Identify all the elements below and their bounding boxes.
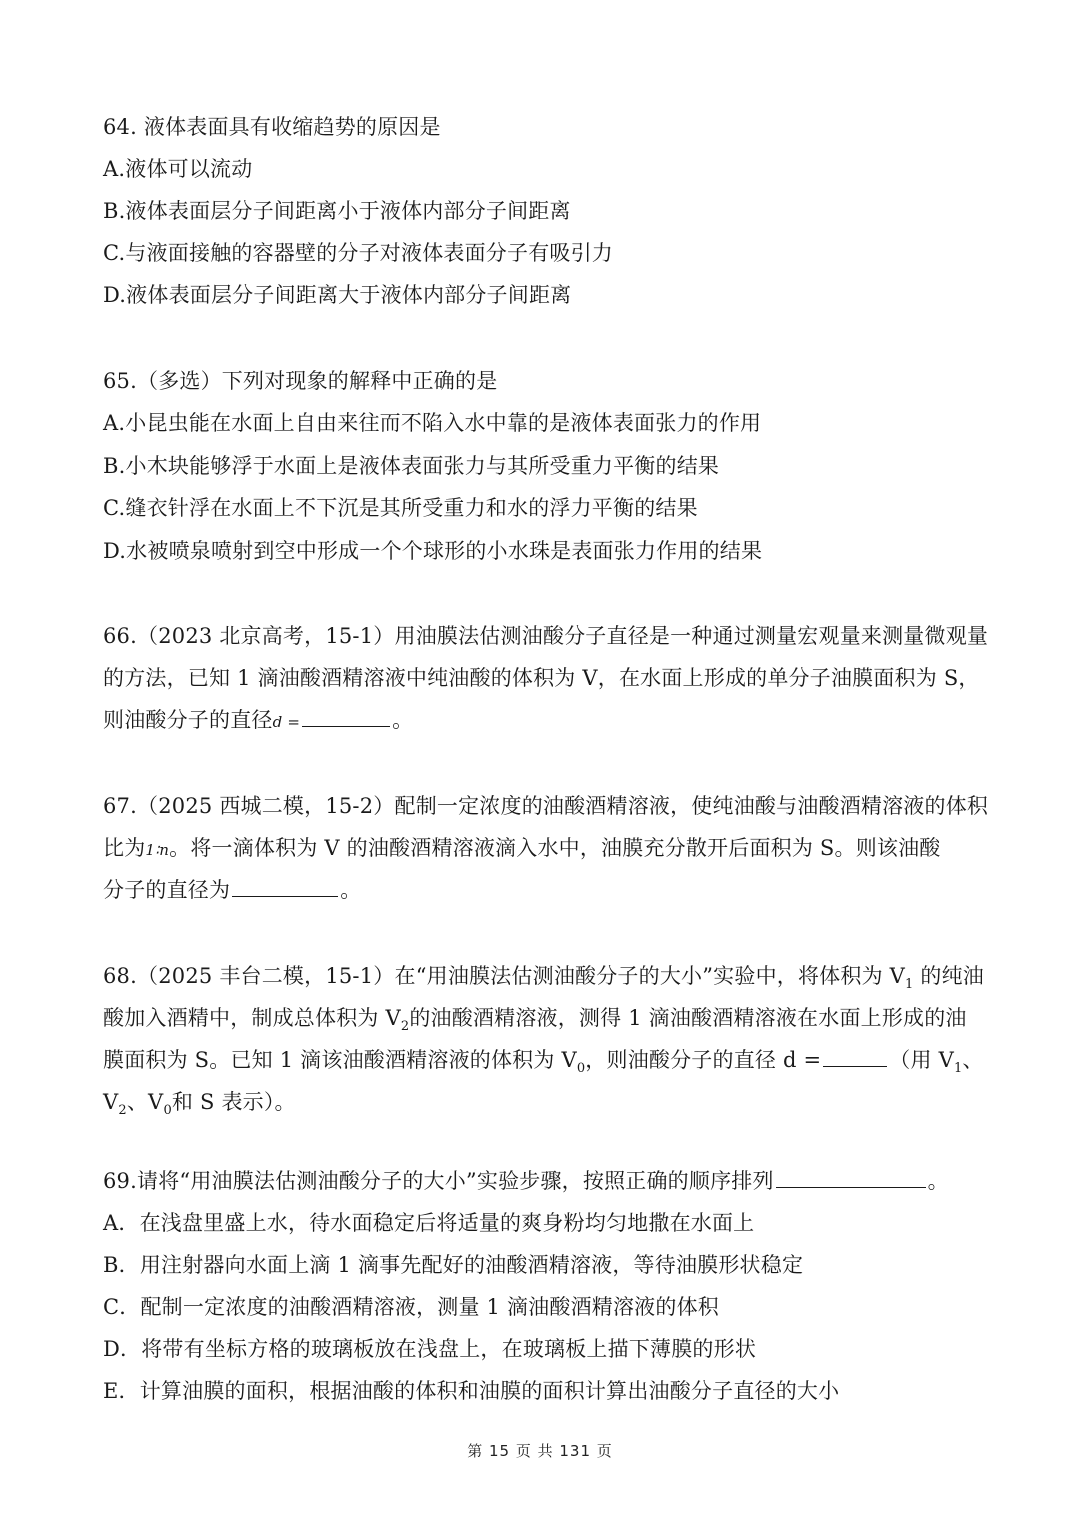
q64-option-c: C.与液面接触的容器壁的分子对液体表面分子有吸引力 [103, 241, 613, 265]
q69-option-c: C．配制一定浓度的油酸酒精溶液，测量 1 滴油酸酒精溶液的体积 [103, 1295, 719, 1319]
q66-line-2: 的方法，已知 1 滴油酸酒精溶液中纯油酸的体积为 V，在水面上形成的单分子油膜面积为 S， [103, 666, 980, 690]
q69-option-b: B．用注射器向水面上滴 1 滴事先配好的油酸酒精溶液，等待油膜形状稳定 [103, 1253, 804, 1277]
q66-answer-blank[interactable] [302, 706, 390, 727]
q65-option-a: A.小昆虫能在水面上自由来往而不陷入水中靠的是液体表面张力的作用 [103, 411, 762, 435]
q66-line-1: 66.（2023 北京高考，15-1）用油膜法估测油酸分子直径是一种通过测量宏观量来测量微观量 [103, 624, 989, 648]
q66-math-d: d = [272, 713, 301, 731]
q66-line-3: 则油酸分子的直径d = 。 [103, 708, 414, 732]
q69-option-d: D．将带有坐标方格的玻璃板放在浅盘上，在玻璃板上描下薄膜的形状 [103, 1337, 757, 1361]
q67-math-ratio: 1∶n [145, 841, 170, 859]
q69-stem: 69.请将“用油膜法估测油酸分子的大小”实验步骤，按照正确的顺序排列 。 [103, 1169, 949, 1193]
q68-line-4: $V_2$、$V_0$和 S 表示）。 [103, 1090, 296, 1119]
q65-option-c: C.缝衣针浮在水面上不下沉是其所受重力和水的浮力平衡的结果 [103, 496, 698, 520]
q65-stem: 65.（多选）下列对现象的解释中正确的是 [103, 369, 498, 393]
q69-option-e: E．计算油膜的面积，根据油酸的体积和油膜的面积计算出油酸分子直径的大小 [103, 1379, 840, 1403]
q64-stem: 64. 液体表面具有收缩趋势的原因是 [103, 115, 441, 139]
q67-line-2: 比为1∶n。将一滴体积为 V 的油酸酒精溶液滴入水中，油膜充分散开后面积为 S。则该油酸 [103, 836, 941, 860]
q64-option-a: A.液体可以流动 [103, 157, 253, 181]
q69-option-a: A．在浅盘里盛上水，待水面稳定后将适量的爽身粉均匀地撒在水面上 [103, 1211, 755, 1235]
q67-line-1: 67.（2025 西城二模，15-2）配制一定浓度的油酸酒精溶液，使纯油酸与油酸酒精溶液的体积 [103, 794, 989, 818]
q67-line-3: 分子的直径为 。 [103, 878, 362, 902]
q65-option-b: B.小木块能够浮于水面上是液体表面张力与其所受重力平衡的结果 [103, 454, 720, 478]
q68-line-1: 68.（2025 丰台二模，15-1）在“用油膜法估测油酸分子的大小”实验中，将体积为 $V_1$ 的纯油 [103, 964, 984, 993]
page-number-footer: 第 15 页 共 131 页 [467, 1442, 613, 1460]
q67-answer-blank[interactable] [232, 876, 338, 897]
q69-answer-blank[interactable] [776, 1167, 926, 1188]
q68-line-3: 膜面积为 S。已知 1 滴该油酸酒精溶液的体积为 $V_0$，则油酸分子的直径 d = （用 $V_1$、 [103, 1048, 984, 1077]
q68-line-2: 酸加入酒精中，制成总体积为 $V_2$的油酸酒精溶液，测得 1 滴油酸酒精溶液在水面上形成的油 [103, 1006, 967, 1035]
q68-answer-blank[interactable] [823, 1046, 887, 1067]
q64-option-d: D.液体表面层分子间距离大于液体内部分子间距离 [103, 283, 572, 307]
q65-option-d: D.水被喷泉喷射到空中形成一个个球形的小水珠是表面张力作用的结果 [103, 539, 763, 563]
q64-option-b: B.液体表面层分子间距离小于液体内部分子间距离 [103, 199, 571, 223]
